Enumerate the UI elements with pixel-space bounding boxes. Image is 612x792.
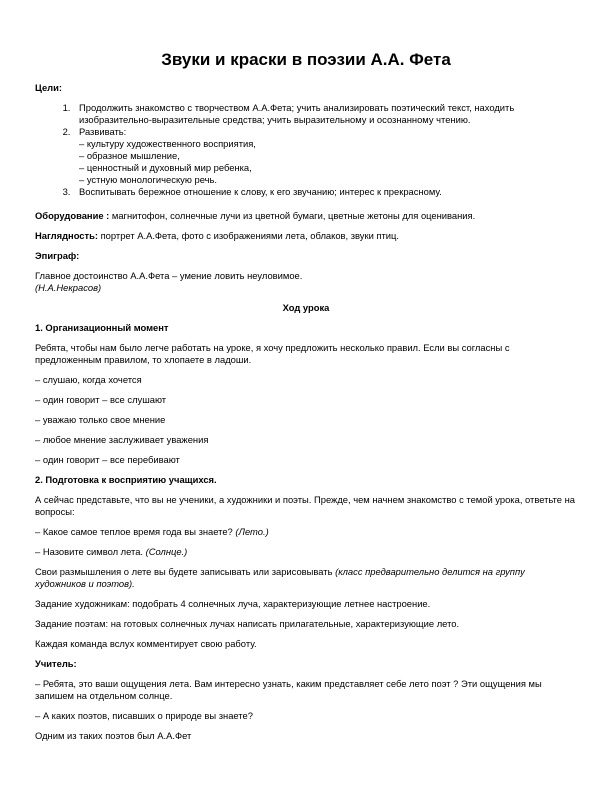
section-1-title: 1. Организационный момент: [35, 322, 169, 333]
goal-2-text: 2. Развивать:: [79, 126, 127, 137]
question-1-text: – Какое самое теплое время года вы знаете?: [35, 526, 236, 537]
document-page: [35, 50, 577, 750]
teacher-paragraph-1: – Ребята, это ваши ощущения лета. Вам интересно узнать, каким представляет себе лето поэт ? Эти ощущения мы запишем на отдельном солнце.: [35, 678, 542, 701]
task-artists: Задание художникам: подобрать 4 солнечных луча, характеризующие летнее настроение.: [35, 598, 431, 609]
epigraph-label: Эпиграф:: [35, 250, 80, 261]
goal-2-sub-2: – образное мышление,: [79, 150, 180, 161]
rule-item: – один говорит – все слушают: [35, 394, 167, 405]
page-title: Звуки и краски в поэзии А.А. Фета: [161, 50, 451, 69]
epigraph-paragraph: [35, 270, 577, 294]
goals-label: Цели:: [35, 82, 63, 93]
question-2-text: – Назовите символ лета.: [35, 546, 146, 557]
goal-2-sub-3: – ценностный и духовный мир ребенка,: [79, 162, 252, 173]
teacher-paragraph-2: – А каких поэтов, писавших о природе вы знаете?: [35, 710, 253, 721]
equipment-paragraph: [35, 210, 577, 222]
teacher-paragraph-3: Одним из таких поэтов был А.А.Фет: [35, 730, 192, 741]
question-1: [35, 526, 577, 538]
equipment-label: Оборудование :: [35, 210, 110, 221]
visuals-label: Наглядность:: [35, 230, 98, 241]
question-1-answer: (Лето.): [235, 526, 269, 537]
rule-item: – слушаю, когда хочется: [35, 374, 142, 385]
question-2: [35, 546, 577, 558]
thoughts-paragraph: [35, 566, 577, 590]
equipment-text: магнитофон, солнечные лучи из цветной бумаги, цветные жетоны для оценивания.: [109, 210, 476, 221]
goal-2-sub-1: – культуру художественного восприятия,: [79, 138, 256, 149]
visuals-text: портрет А.А.Фета, фото с изображениями лета, облаков, звуки птиц.: [98, 230, 400, 241]
epigraph-author: (Н.А.Некрасов): [35, 282, 102, 293]
rule-item: – любое мнение заслуживает уважения: [35, 434, 209, 445]
question-2-answer: (Солнце.): [145, 546, 188, 557]
task-poets: Задание поэтам: на готовых солнечных лучах написать прилагательные, характеризующие лето.: [35, 618, 460, 629]
lesson-heading: Ход урока: [282, 302, 330, 313]
section-2-intro: А сейчас представьте, что вы не ученики, а художники и поэты. Прежде, чем начнем знакомство с темой урока, ответьте на вопросы:: [35, 494, 575, 517]
comment-paragraph: Каждая команда вслух комментирует свою работу.: [35, 638, 257, 649]
goal-2-sub-4: – устную монологическую речь.: [79, 174, 217, 185]
goal-item-3: 3. Воспитывать бережное отношение к слову, к его звучанию; интерес к прекрасному.: [73, 186, 577, 198]
thoughts-note: (класс предварительно делится на группу художников и поэтов).: [35, 566, 525, 589]
section-2-title: 2. Подготовка к восприятию учащихся.: [35, 474, 217, 485]
goal-item-1: 1. Продолжить знакомство с творчеством А.А.Фета; учить анализировать поэтический текст, находить изобразительно-выразительные средства; учить выразительному и осознанному чтению.: [73, 102, 577, 126]
thoughts-text: Свои размышления о лете вы будете записывать или зарисовывать: [35, 566, 336, 577]
teacher-label: Учитель:: [35, 658, 77, 669]
goal-item-2: [73, 126, 577, 186]
rule-item: – уважаю только свое мнение: [35, 414, 166, 425]
visuals-paragraph: [35, 230, 577, 242]
epigraph-text: Главное достоинство А.А.Фета – умение ловить неуловимое.: [35, 270, 303, 281]
section-1-intro: Ребята, чтобы нам было легче работать на уроке, я хочу предложить несколько правил. Если вы согласны с предложенным правилом, то хлопаете в ладоши.: [35, 342, 510, 365]
rule-item: – один говорит – все перебивают: [35, 454, 180, 465]
goals-list: [35, 102, 577, 198]
